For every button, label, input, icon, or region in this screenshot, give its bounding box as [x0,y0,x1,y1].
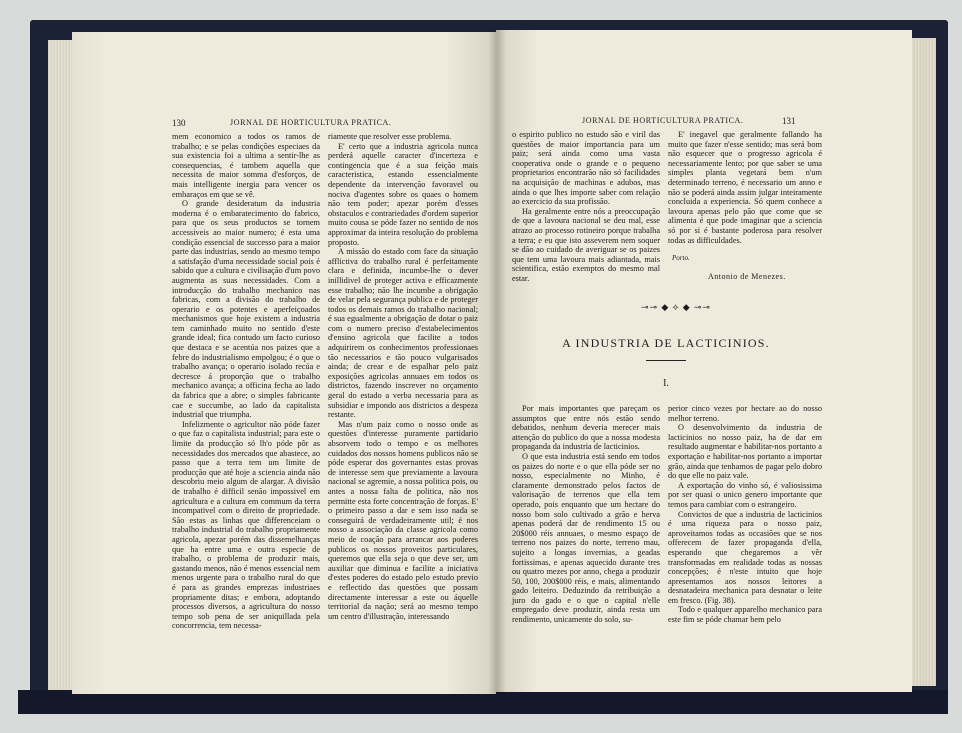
paragraph: A missão do estado com face da situação afflictiva do trabalho rural é perfeitamente clara e definida, incumbe-lhe o dever inillidivel de proteger activa e efficazmente esse trabalho; não lhe incumbe a obrigação de velar pela segurança publica e de proteger todos os demais ramos do trabalho nacional; é sua egualmente a obrigação de dotar o paiz com o numero preciso d'estabelecimentos d'ensino agricola que facilite a todos adquirirem os conhecimentos professionaes tão necessarios e tão pouco vulgarisados ainda; de crear e de espalhar pelo paiz exposições agricolas annuaes em todos os districtos, fazendo inscrever no orçamento geral do estado a verba necessaria para as subsidiar e impondo aos districtos a despeza restante. [328,247,478,420]
page-number: 130 [172,118,186,128]
section-numeral: I. [663,378,669,389]
text-column [172,132,320,631]
right-page [496,30,912,692]
paragraph: Por mais importantes que pareçam os assumptos que entre nós estão sendo debatidos, nenhum deveria merecer mais attenção do publico do que a nossa modesta propaganda da industria de lacticinios. [512,404,660,452]
paragraph: perior cinco vezes por hectare ao do nosso melhor terreno. [668,404,822,423]
ornament-divider: ⊸⊸ ◆ ⟡ ◆ ⊸⊸ [641,302,711,312]
book-gutter [488,30,506,694]
paragraph: A exportação do vinho só, é valiosissima por ser quasi o unico genero importante que temos para cambiar com o estrangeiro. [668,480,822,509]
paragraph: O grande desideratum da industria moderna é o embaratecimento do fabrico, para que os seus productos se tornem accessiveis ao maior numero; é esta uma condição essencial de successo para a maior parte das industrias, sendo ao mesmo tempo a satisfação d'uma necessidade social pois é sabido que a cultura e civilisação d'um povo augmenta as suas necessidades. Com a introducção do trabalho mechanico nas fabricas, com a divisão do trabalho de operario e os potentes e aperfeiçoados mechanismos que hoje existem a industria tem caminhado muito no sentido d'este grande ideal; fica contudo um facto curioso que destaca e se acentúa nos paizes que a febre do industrialismo empolgou; é o que o trabalho avança; o operario isolado recúa e decresce á proporção que o trabalho mechanico avança; a officina fecha ao lado da fabrica que a abre; o simples fabricante cae e succumbe, ao lado da capitalista industrial que triumpha. [172,199,320,420]
right-page-edges [908,38,936,686]
article-title: A INDUSTRIA DE LACTICINIOS. [562,336,770,350]
paragraph: Infelizmente o agricultor não póde fazer o que faz o capitalista industrial; para este o limite da producção só lh'o póde pôr as necessidades dos mercados que abastece, ao passo que a terra tem um limite de producção que até hoje a sciencia ainda não descobriu meio algum de alargar. A divisão de trabalho é difficil senão impossivel em agricultura e a cultura em commum da terra incompativel com o direito de propriedade. São estas as linhas que differenceiam o trabalho industrial do trabalho propriamente agricola, apezar porém das dissemelhanças que ha entre uma e outra especie de trabalho, o problema de produzir mais, gastando menos, não é menos essencial nem menos urgente para o trabalho rural do que é para as grandes emprezas industriaes propriamente ditas; e embora, adoptando processos diversos, a agricultura do nosso tempo sob pena de ser aniquillada pela concorrencia, tem necessa- [172,419,320,631]
running-head: JORNAL DE HORTICULTURA PRATICA. [582,116,744,125]
signature-name: Antonio de Menezes. [708,272,786,281]
text-column [668,404,822,625]
paragraph: Todo e qualquer apparelho mechanico para este fim se póde chamar bem pelo [668,605,822,625]
text-column [512,404,660,625]
paragraph: O desenvolvimento da industria de lacticinios no nosso paiz, ha de dar em resultado augmentar e habilitar-nos portanto a exportação e habilitar-nos portanto a importar grão, ainda que tenhamos de pagar pelo dobro do que elle no paiz vale. [668,423,822,481]
paragraph: E' inegavel que geralmente fallando ha muito que fazer n'esse sentido; mas será bom não esquecer que o progresso agricola é necessariamente lento; por que saber se uma simples planta vegetará bem n'um determinado terreno, é necessario um anno e não se poderá ainda assim julgar inteiramente concluida a experiencia. Só quem conhece a lavoura apenas pelo pão que come que se alimenta é que pode imaginar que a sciencia só por si é bastante poderosa para resolver todas as difficuldades. [668,130,822,245]
page-number: 131 [782,116,796,126]
running-head: JORNAL DE HORTICULTURA PRATICA. [230,118,392,127]
signature-city: Porto. [672,254,690,262]
left-page-edges [48,40,74,690]
text-column [328,132,478,621]
paragraph: Convictos de que a industria de lacticinios é uma riqueza para o nosso paiz, aproveitamos todas as occasiões que se nos offerecem de fazer propaganda d'ella, esperando que chegaremos a vêr transformadas em realidade todas as nossas concepções; é n'este intuito que hoje apresentamos aos nossos leitores a desnatadeira mechanica para desnatar o leite em fresco. (Fig. 38). [668,509,822,605]
paragraph: O que esta industria está sendo em todos os paizes do norte e o que ella póde ser no nosso, especialmente no Minho, é claramente demonstrado pelos factos de valorisação de terrenos que ella tem operado, pois enquanto que um hectare do nosso bom solo cultivado a grão e herva apenas poderá dar de rendimento 15 ou 20$000 réis annuaes, o mesmo espaço de terreno nos paizes do norte, terreno mau, sujeito a longas invernias, a geadas fortissimas, e apenas aquecido durante tres ou quatro mezes por anno, chega a produzir 50, 100, 200$000 réis, e mais, alimentando gado leiteiro. Deduzindo da retribuição a juro do gado e o que o capital n'elle empregado deve produzir, ainda resta um rendimento, unicamente do solo, su- [512,451,660,625]
paragraph: riamente que resolver esse problema. [328,132,452,141]
left-page [72,32,496,694]
paragraph: Ha geralmente entre nós a preoccupação de que a lavoura nacional se deu mal, esse atrazo ao processo rotineiro porque trabalha a terra; e eu que isto asseverem nem soquer se dão ao cuidado de averiguar se os paizes que tem uma lavoura mais adiantada, mais scientifica, estão exemptos do mesmo mal estar. [512,206,660,283]
paragraph: o espirito publico no estudo são e viril das questões de maior importancia para um paiz; será ainda como uma vasta cooperativa onde o grande e o pequeno proprietarios encontrarão não só facilidades na acquisição de machinas e adubos, mas ainda o que lhes importe saber com relação ao exercicio da sua profissão. [512,130,660,207]
paragraph: E' certo que a industria agricola nunca perderá aquelle caracter d'incerteza e contingencia que é a sua feição mais caracteristica, estando essencialmente dependente da intervenção favoravel ou nociva d'agentes sobre os quaes o homem não tem poder; apezar porém d'esses obstaculos e contrariedades d'ordem superior muito cousa se póde fazer no sentido de nos approximar da inteira resolução do problema proposto. [328,141,478,247]
text-column [668,130,822,245]
paragraph: Mas n'um paiz como o nosso onde as questões d'interesse puramente partidario absorvem todo o tempo e os melhores cuidados dos nossos homens publicos não se póde esperar dos governantes estas provas de interesse sem que previamente a lavoura nacional se agremie, a nossa politica pois, ou antes a nossa falta de politica, não nos permitte esta forte concentração de forças. E' o primeiro passo a dar e sem isso nada se conseguirá de verdadeiramente util; é nos nosso a associação da classe agricola como meio de coação para arrancar aos poderes publicos os nossos proveitos particulares, queremos que ella seja o que deve ser, um auxiliar que diminua e facilite a iniciativa d'estes poderes do estado pelo estudo previo e reflectido das questões que possam directamente interessar a este ou áquelle territorial da nação; será ao mesmo tempo um centro d'illustração, interessando [328,419,478,621]
paragraph: mem economico a todos os ramos de trabalho; e se pelas condições especiaes da sua existencia foi a ultima a sentir-lhe as consequencias, é tambem aquella que necessita de maior somma d'esforços, de mais intelligente inergia para vencer os embaraços em que se vê. [172,132,320,199]
title-rule [646,360,686,361]
text-column [512,130,660,284]
